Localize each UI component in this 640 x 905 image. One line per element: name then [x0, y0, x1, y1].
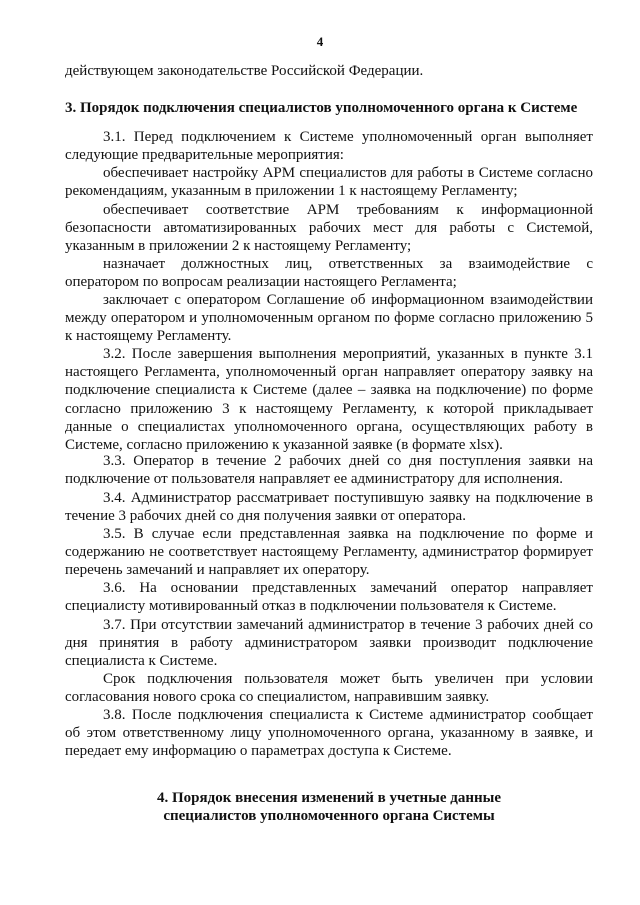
- paragraph-3-4: 3.4. Администратор рассматривает поступившую заявку на подключение в течение 3 рабочих дней со дня получения заявки от оператора.: [65, 490, 593, 525]
- paragraph-3-8: 3.8. После подключения специалиста к Системе администратор сообщает об этом ответственному лицу уполномоченного органа, указанному в заявке, и передает ему информацию о параметрах доступа к Системе.: [65, 707, 593, 760]
- paragraph-3-1: 3.1. Перед подключением к Системе уполномоченный орган выполняет следующие предварительные мероприятия:: [65, 129, 593, 164]
- section-4-heading-line-1: 4. Порядок внесения изменений в учетные данные: [157, 790, 501, 806]
- section-3-heading: 3. Порядок подключения специалистов уполномоченного органа к Системе: [65, 100, 578, 116]
- page-number: 4: [316, 34, 324, 49]
- continuation-line: действующем законодательстве Российской Федерации.: [65, 63, 424, 79]
- section-4-heading-line-2: специалистов уполномоченного органа Системы: [163, 808, 495, 824]
- paragraph-deadline: Срок подключения пользователя может быть увеличен при условии согласования нового срока со специалистом, направившим заявку.: [65, 671, 593, 706]
- list-item-compliance: обеспечивает соответствие АРМ требованиям к информационной безопасности автоматизированных рабочих мест для работы с Системой, указанным в приложении 2 к настоящему Регламенту;: [65, 202, 593, 255]
- paragraph-3-7: 3.7. При отсутствии замечаний администратор в течение 3 рабочих дней со дня принятия в работу администратором заявки производит подключение специалиста к Системе.: [65, 617, 593, 670]
- paragraph-3-3: 3.3. Оператор в течение 2 рабочих дней со дня поступления заявки на подключение от пользователя направляет ее администратору для исполнения.: [65, 453, 593, 488]
- paragraph-3-2: 3.2. После завершения выполнения мероприятий, указанных в пункте 3.1 настоящего Регламента, уполномоченный орган направляет оператору заявку на подключение специалиста к Системе (далее – заявка на подключение) по форме согласно приложению 3 к настоящему Регламенту, к которой прикладывает данные о специалистах уполномоченного органа, осуществляющих работу в Системе, согласно приложению к указанной заявке (в формате xlsx).: [65, 346, 593, 454]
- paragraph-3-6: 3.6. На основании представленных замечаний оператор направляет специалисту мотивированный отказ в подключении пользователя к Системе.: [65, 580, 593, 615]
- list-item-officials: назначает должностных лиц, ответственных за взаимодействие с оператором по вопросам реализации настоящего Регламента;: [65, 256, 593, 291]
- list-item-settings: обеспечивает настройку АРМ специалистов для работы в Системе согласно рекомендациям, указанным в приложении 1 к настоящему Регламенту;: [65, 165, 593, 200]
- paragraph-3-5: 3.5. В случае если представленная заявка на подключение по форме и содержанию не соответствует настоящему Регламенту, администратор формирует перечень замечаний и направляет их оператору.: [65, 526, 593, 579]
- list-item-agreement: заключает с оператором Соглашение об информационном взаимодействии между оператором и уполномоченным органом по форме согласно приложению 5 к настоящему Регламенту.: [65, 292, 593, 345]
